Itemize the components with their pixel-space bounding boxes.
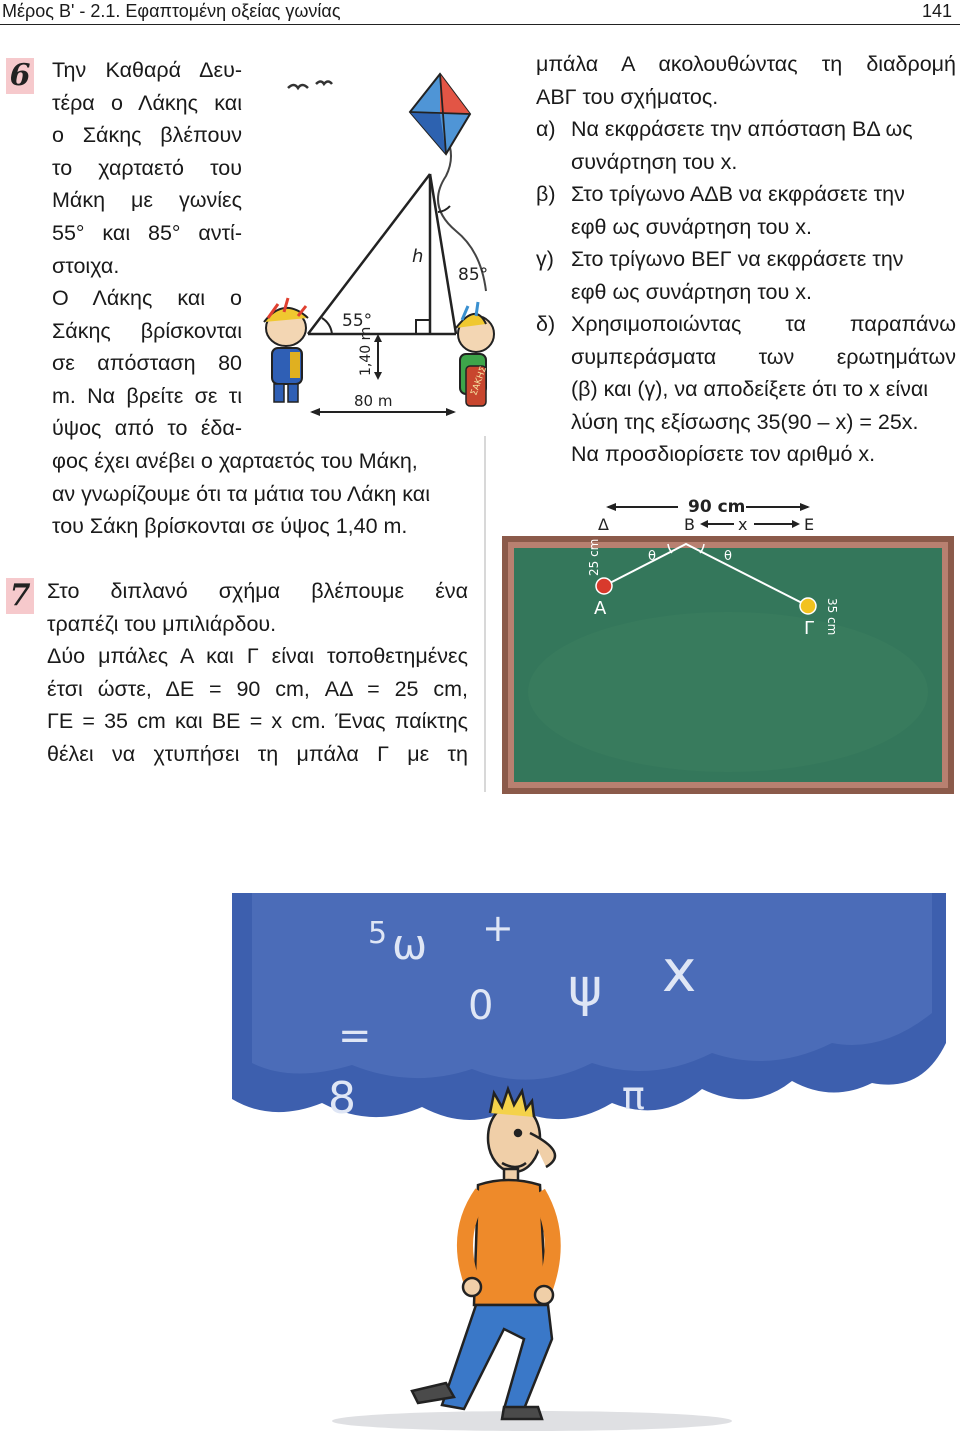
ex7-line: Δύο μπάλες Α και Γ είναι τοποθετημένες [47,644,468,668]
page-header [0,0,960,25]
theta-left-label: θ [648,549,656,564]
question-a-line: Να εκφράσετε την απόσταση ΒΔ ως [571,117,913,141]
cloud-symbol: 5 [368,916,388,951]
distance-label: 80 m [354,392,393,410]
ad-length-label: 25 cm [587,538,601,576]
ex7-line: μπάλα Α ακολουθώντας τη διαδρομή [536,52,956,76]
ex6-line: Την Καθαρά Δευ- [52,58,242,82]
exercise-7-number: 7 [6,578,34,614]
question-d-line: (β) και (γ), να αποδείξετε ότι το x είναι [571,377,929,401]
cloud-symbol: ψ [568,958,603,1018]
question-d-line: Χρησιμοποιώντας τα παραπάνω [571,312,956,336]
column-divider [484,436,486,792]
point-d-label: Δ [598,515,609,534]
ex7-line: ΑΒΓ του σχήματος. [536,85,719,109]
boy-right-icon [456,302,494,406]
ex6-line: Σάκης βρίσκονται [52,319,242,343]
thinking-man-illustration [232,893,946,1431]
ex7-line: τραπέζι του μπιλιάρδου. [47,612,277,636]
bird-icon [288,85,308,88]
point-b-label: Β [684,515,695,534]
boy-left-icon [264,298,308,402]
ge-length-label: 35 cm [825,598,839,636]
length-90-label: 90 cm [688,497,746,517]
cloud-symbol: = [338,1013,372,1059]
billiard-table-figure [498,492,958,798]
point-g-label: Γ [804,618,815,639]
cloud-symbol: + [482,906,514,950]
point-e-label: Ε [804,515,815,534]
ex6-line: 55° και 85° αντί- [52,221,242,245]
question-d-line: Να προσδιορίσετε τον αριθμό x. [571,442,876,466]
chapter-title: Μέρος Β' - 2.1. Εφαπτομένη οξείας γωνίας [2,1,341,21]
ex6-line: του Σάκη βρίσκονται σε ύψος 1,40 m. [52,514,408,538]
cloud-symbol: π [622,1074,645,1118]
ex6-line: ύψος από το έδα- [52,416,242,440]
angle-85-label: 85° [458,265,489,285]
cloud-symbol: x [662,937,697,1005]
kite-figure [250,66,490,422]
question-d-label: δ) [536,312,556,336]
ex7-line: θέλει να χτυπήσει τη μπάλα Γ με τη [47,742,468,766]
exercise-6-number: 6 [6,58,34,94]
question-b-line: Στο τρίγωνο ΑΔΒ να εκφράσετε την [571,182,905,206]
cloud-symbol: ω [392,920,428,969]
height-h-label: h [412,246,424,267]
question-b-line: εφθ ως συνάρτηση του x. [571,215,812,239]
bird-icon [316,82,332,85]
ex6-line: στοιχα. [52,254,120,278]
ball-g-icon [800,598,816,614]
ex6-line: ο Σάκης βλέπουν [52,123,242,147]
man-figure [412,1089,555,1419]
ex6-line: φος έχει ανέβει ο χαρταετός του Μάκη, [52,449,418,473]
question-c-label: γ) [536,247,554,271]
question-c-line: εφθ ως συνάρτηση του x. [571,280,812,304]
angle-55-label: 55° [342,311,373,331]
question-a-label: α) [536,117,556,141]
x-label: x [738,515,748,534]
ex6-line: Μάκη με γωνίες [52,188,242,212]
cloud-symbol: 8 [328,1073,356,1124]
shirt-text: ΣΑΚΗΣ [469,365,490,398]
point-a-label: Α [594,598,607,619]
ex6-line: το χαρταετό του [52,156,242,180]
theta-right-label: θ [724,549,732,564]
cloud-symbol: 0 [468,983,494,1029]
ex6-line: τέρα ο Λάκης και [52,91,242,115]
ex6-line: m. Να βρείτε σε τι [52,384,242,408]
question-d-line: λύση της εξίσωσης 35(90 – x) = 25x. [571,410,919,434]
ex6-line: Ο Λάκης και ο [52,286,242,310]
ex6-line: σε απόσταση 80 [52,351,242,375]
question-c-line: Στο τρίγωνο ΒΕΓ να εκφράσετε την [571,247,904,271]
ex7-line: ΓΕ = 35 cm και ΒΕ = x cm. Ένας παίκτης [47,709,468,733]
eye-height-label: 1,40 m [358,326,374,376]
question-b-label: β) [536,182,556,206]
page-number: 141 [921,1,952,21]
ex7-line: Στο διπλανό σχήμα βλέπουμε ένα [47,579,468,603]
question-a-line: συνάρτηση του x. [571,150,738,174]
ex7-line: έτσι ώστε, ΔΕ = 90 cm, ΑΔ = 25 cm, [47,677,468,701]
kite-icon [410,74,470,154]
ex6-line: αν γνωρίζουμε ότι τα μάτια του Λάκη και [52,482,430,506]
ball-a-icon [596,578,612,594]
question-d-line: συμπεράσματα των ερωτημάτων [571,345,956,369]
